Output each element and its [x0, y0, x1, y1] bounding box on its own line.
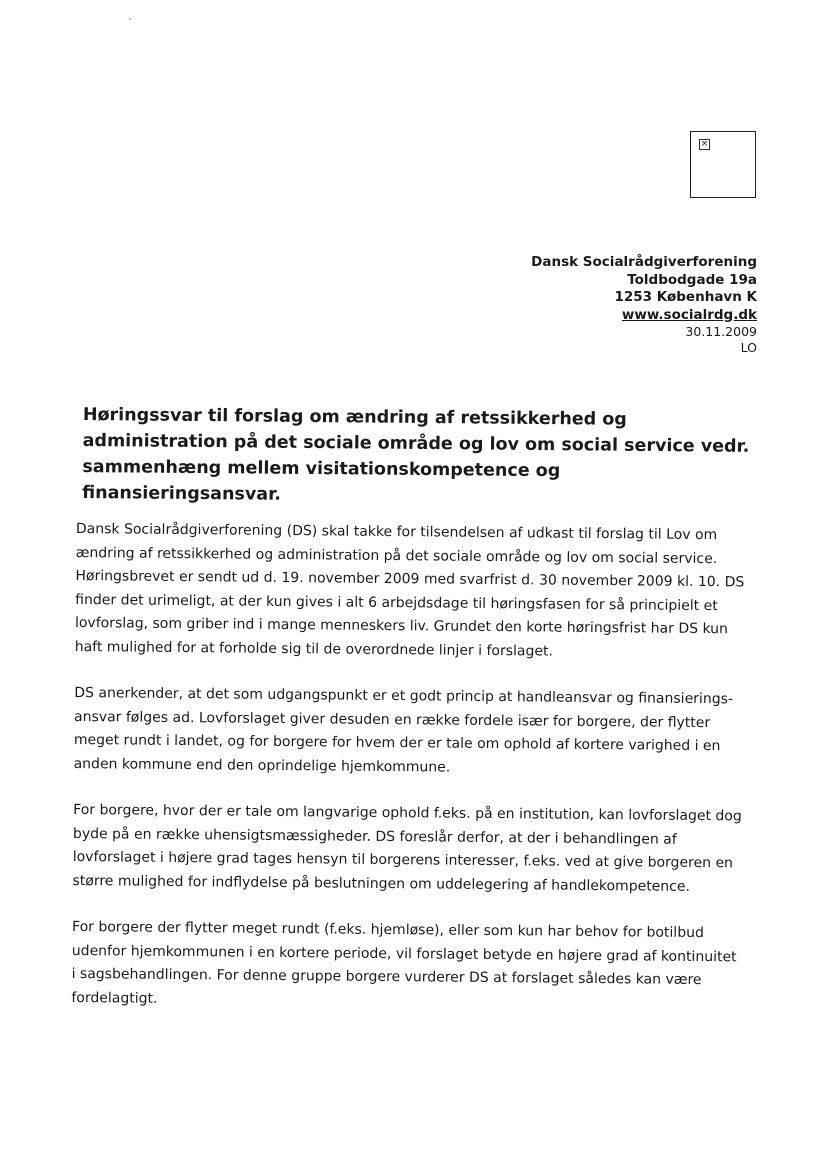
broken-image-icon: ×: [700, 139, 709, 149]
letter-date: 30.11.2009: [685, 324, 757, 339]
sender-street: Toldbodgade 19a: [627, 271, 757, 288]
body-paragraph: DS anerkender, at det som udgangspunkt er et godt princip at handleansvar og finansierings-ansvar følges ad. Lovforslaget giver desuden en række fordele især for borgere, der flytter meget rundt i landet, og for borgere for hvem der er tale om ophold af kortere varighed i en anden kommune end den oprindelige hjemkommune.: [73, 684, 734, 776]
sender-address-block: [531, 254, 757, 356]
logo-placeholder: [690, 131, 756, 198]
document-title: Høringssvar til forslag om ændring af retssikkerhed og administration på det sociale område og lov om social service vedr. sammenhæng mellem visitationskompetence og finansieringsansvar.: [82, 404, 750, 505]
author-initials: LO: [740, 340, 757, 355]
sender-organization: Dansk Socialrådgiverforening: [531, 254, 757, 270]
scan-speck: [129, 18, 131, 20]
letter-body: [71, 518, 748, 1039]
sender-website-link[interactable]: www.socialrdg.dk: [621, 306, 757, 323]
body-paragraph: For borgere, hvor der er tale om langvarige ophold f.eks. på en institution, kan lovforslaget dog byde på en række uhensigtsmæssigheder. DS foreslår derfor, at der i behandlingen af lovforslaget i højere grad tages hensyn til borgerens interesser, f.eks. ved at give borgeren en større mulighed for indflydelse på beslutningen om uddelegering af handlekompetence.: [72, 801, 742, 895]
body-paragraph: Dansk Socialrådgiverforening (DS) skal takke for tilsendelsen af udkast til forslag til Lov om ændring af retssikkerhed og administration på det sociale område og lov om social service. Høringsbrevet er sendt ud d. 19. november 2009 med svarfrist d. 30 november 2009 kl. 10. DS finder det urimeligt, at der kun gives i alt 6 arbejdsdage til høringsfasen for så principielt et lovforslag, som griber ind i mange menneskers liv. Grundet den korte høringsfrist har DS kun haft mulighed for at forholde sig til de overordnede linjer i forslaget.: [74, 520, 745, 660]
body-paragraph: For borgere der flytter meget rundt (f.eks. hjemløse), eller som kun har behov for botilbud udenfor hjemkommunen i en kortere periode, vil forslaget betyde en højere grad af kontinuitet i sagsbehandlingen. For denne gruppe borgere vurderer DS at forslaget således kan være fordelagtigt.: [71, 918, 737, 1007]
sender-city: 1253 København K: [614, 289, 757, 305]
